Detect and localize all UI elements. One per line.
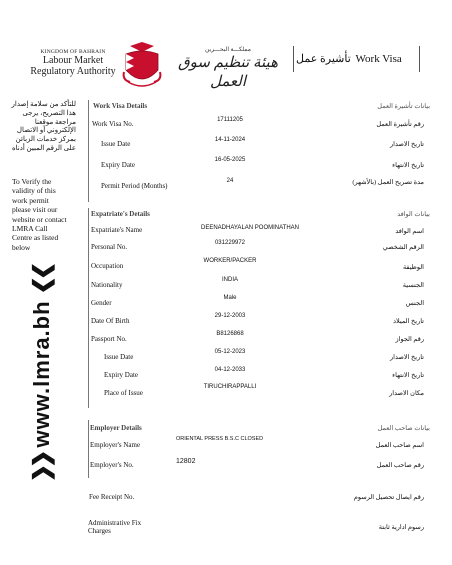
side-note-line: Centre as listed xyxy=(12,233,59,243)
employer-section-title-ar: بيانات صاحب العمل xyxy=(377,425,430,432)
place-issue-value: TIRUCHIRAPPALLI xyxy=(203,384,257,390)
employer-no-label: Employer's No. xyxy=(90,461,134,469)
gender-label: Gender xyxy=(91,299,112,307)
visa-issue-ar: تاريخ الاصدار xyxy=(390,141,424,148)
dob-ar: تاريخ الميلاد xyxy=(393,318,424,325)
side-note-line: below xyxy=(12,242,31,252)
nationality-ar: الجنسية xyxy=(402,282,424,289)
visa-period-value: 24 xyxy=(226,178,234,184)
side-note-line: LMRA Call xyxy=(12,223,48,233)
website-url: www.lmra.bh xyxy=(29,300,54,448)
expat-name-value: DEENADHAYALAN POOMINATHAN xyxy=(200,225,299,231)
fee-receipt-label: Fee Receipt No. xyxy=(89,493,135,501)
nationality-value: INDIA xyxy=(221,277,238,283)
occupation-value: WORKER/PACKER xyxy=(203,258,257,264)
header xyxy=(0,0,452,95)
main-left-rule xyxy=(88,208,89,408)
side-note-line: work permit xyxy=(12,195,49,205)
visa-no-ar: رقم تأشيرة العمل xyxy=(376,121,424,128)
website-text xyxy=(29,266,55,483)
visa-no-label: Work Visa No. xyxy=(92,120,134,128)
employer-name-value: ORIENTAL PRESS B.S.C CLOSED xyxy=(176,436,264,442)
visa-expiry-value: 16-05-2025 xyxy=(214,157,246,163)
main-left-rule xyxy=(88,420,89,478)
employer-section-title: Employer Details xyxy=(90,424,142,432)
passport-no-value: B8126868 xyxy=(216,331,244,337)
dob-label: Date Of Birth xyxy=(91,317,130,325)
personal-no-ar: الرقم الشخصي xyxy=(382,244,424,251)
side-note-ar: للتأكد من سلامة إصدار هذا التصريح، يرجى مراجعة موقعنا الإلكتروني أو الاتصال بمركز خدمات الزبائن على الرقم المبين أدناه xyxy=(11,100,76,152)
authority-line2: Regulatory Authority xyxy=(30,65,116,77)
employer-name-ar: اسم صاحب العمل xyxy=(375,442,424,449)
occupation-label: Occupation xyxy=(91,262,124,270)
passport-expiry-label: Expiry Date xyxy=(104,371,139,379)
fee-receipt-ar: رقم ايصال تحصيل الرسوم xyxy=(353,494,424,501)
personal-no-label: Personal No. xyxy=(91,243,128,251)
visa-issue-label: Issue Date xyxy=(101,140,131,148)
place-issue-ar: مكان الاصدار xyxy=(389,390,424,397)
occupation-ar: الوظيفة xyxy=(402,264,424,271)
doc-title xyxy=(296,52,402,65)
admin-fix-label xyxy=(88,519,141,536)
passport-expiry-ar: تاريخ الانتهاء xyxy=(392,372,424,379)
expat-section-title-ar: بيانات الوافد xyxy=(397,211,430,218)
passport-issue-ar: تاريخ الاصدار xyxy=(390,354,424,361)
gender-value: Male xyxy=(223,295,237,301)
side-note-line: validity of this xyxy=(12,186,56,196)
visa-issue-value: 14-11-2024 xyxy=(214,137,246,143)
header-divider xyxy=(293,46,294,72)
admin-fix-line1: Administrative Fix xyxy=(88,519,142,527)
authority-ar-country: مملكـــة البحـــرين xyxy=(205,47,251,53)
doc-title-en: Work Visa xyxy=(355,53,402,65)
passport-no-label: Passport No. xyxy=(91,335,127,343)
doc-title-ar: تأشيرة عمل xyxy=(296,53,351,65)
admin-fix-line2: Charges xyxy=(88,527,111,536)
authority-country: KINGDOM OF BAHRAIN xyxy=(40,49,106,55)
employer-name-label: Employer's Name xyxy=(90,441,141,449)
place-issue-label: Place of Issue xyxy=(104,389,143,397)
chevrons-right-icon: ❮❮ xyxy=(29,265,54,295)
gender-ar: الجنس xyxy=(405,300,424,307)
visa-period-label: Permit Period (Months) xyxy=(101,182,168,190)
personal-no-value: 031229972 xyxy=(214,240,246,246)
main-left-rule xyxy=(88,100,89,202)
website-vertical xyxy=(24,265,60,483)
bahrain-emblem-icon xyxy=(122,42,162,92)
side-note-line: website or contact xyxy=(12,214,67,224)
header-divider-right xyxy=(419,46,420,72)
side-note-line: please visit our xyxy=(12,205,58,215)
visa-expiry-ar: تاريخ الانتهاء xyxy=(392,162,424,169)
passport-issue-value: 05-12-2023 xyxy=(214,349,246,355)
authority-line1: Labour Market xyxy=(42,54,104,66)
passport-no-ar: رقم الجواز xyxy=(395,336,424,343)
admin-fix-ar: رسوم ادارية ثابتة xyxy=(378,524,424,531)
authority-name xyxy=(18,50,128,78)
authority-ar-name: هيئة تنظيم سوق العمل xyxy=(178,55,278,90)
side-note-line: To Verify the xyxy=(12,177,52,186)
visa-section-title: Work Visa Details xyxy=(93,102,148,110)
expat-section-title: Expatriate's Details xyxy=(91,210,150,218)
visa-period-ar: مدة تصريح العمل (بالأشهر) xyxy=(352,179,424,186)
visa-no-value: 17111205 xyxy=(217,117,243,123)
passport-expiry-value: 04-12-2033 xyxy=(214,367,246,373)
nationality-label: Nationality xyxy=(91,281,123,289)
side-note-en xyxy=(12,177,82,252)
expat-name-label: Expatriate's Name xyxy=(91,226,143,234)
expat-name-ar: اسم الوافد xyxy=(395,228,424,235)
visa-section-title-ar: بيانات تأشيرة العمل xyxy=(377,103,430,110)
authority-arabic-logo xyxy=(166,46,290,91)
visa-expiry-label: Expiry Date xyxy=(101,161,136,169)
employer-no-value: 12802 xyxy=(176,458,196,465)
employer-no-ar: رقم صاحب العمل xyxy=(376,462,424,469)
passport-issue-label: Issue Date xyxy=(104,353,134,361)
dob-value: 29-12-2003 xyxy=(214,313,246,319)
chevrons-left-icon: ❯❯ xyxy=(29,453,54,483)
